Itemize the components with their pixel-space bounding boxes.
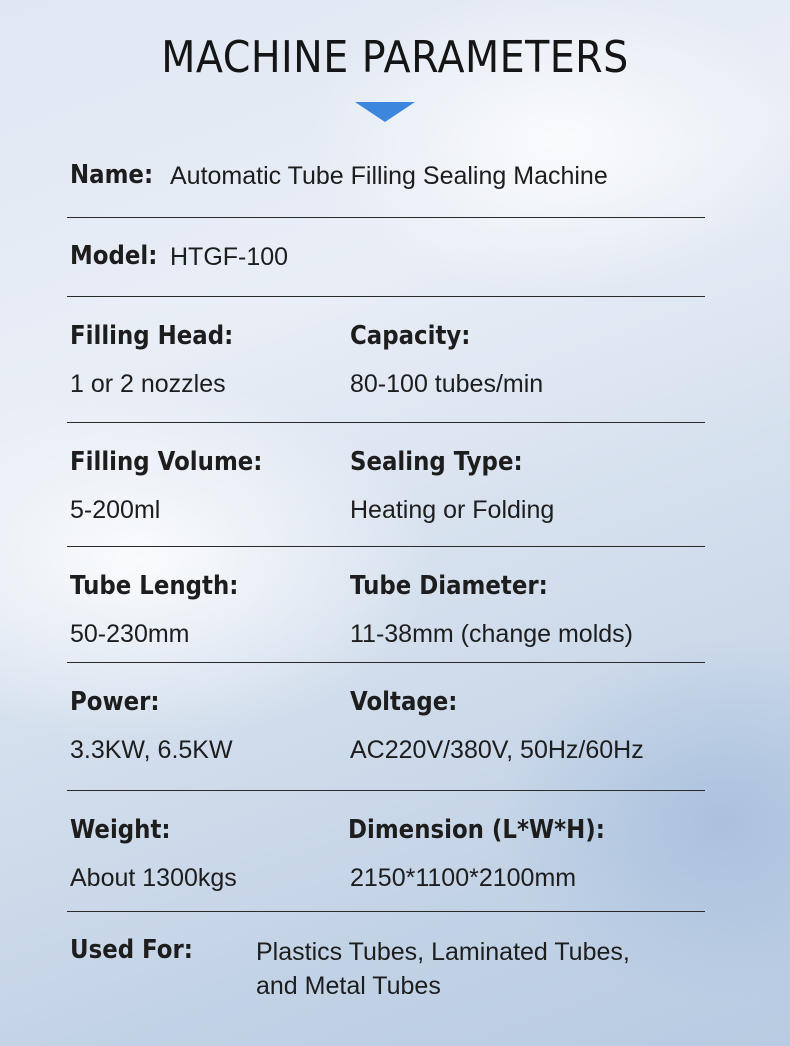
name-value: Automatic Tube Filling Sealing Machine <box>170 162 608 190</box>
model-label: Model: <box>70 241 158 271</box>
capacity-label: Capacity: <box>350 321 471 351</box>
page-title: MACHINE PARAMETERS <box>161 32 629 83</box>
voltage-label: Voltage: <box>350 687 458 717</box>
used-for-value-line2: and Metal Tubes <box>256 972 441 1000</box>
dimension-value: 2150*1100*2100mm <box>350 864 577 892</box>
divider <box>67 662 705 663</box>
divider <box>67 217 705 218</box>
tube-diameter-label: Tube Diameter: <box>350 571 548 601</box>
tube-diameter-value: 11-38mm (change molds) <box>350 620 633 648</box>
divider <box>67 911 705 912</box>
down-arrow-icon <box>355 102 415 122</box>
capacity-value: 80-100 tubes/min <box>350 370 544 398</box>
divider <box>67 546 705 547</box>
used-for-value-line1: Plastics Tubes, Laminated Tubes, <box>256 938 630 966</box>
filling-head-value: 1 or 2 nozzles <box>70 370 226 398</box>
filling-volume-label: Filling Volume: <box>70 447 263 477</box>
used-for-label: Used For: <box>70 935 193 965</box>
sealing-type-label: Sealing Type: <box>350 447 523 477</box>
divider <box>67 790 705 791</box>
divider <box>67 296 705 297</box>
divider <box>67 422 705 423</box>
sealing-type-value: Heating or Folding <box>350 496 555 524</box>
power-label: Power: <box>70 687 160 717</box>
tube-length-value: 50-230mm <box>70 620 190 648</box>
filling-head-label: Filling Head: <box>70 321 234 351</box>
weight-label: Weight: <box>70 815 171 845</box>
model-value: HTGF-100 <box>170 243 289 271</box>
voltage-value: AC220V/380V, 50Hz/60Hz <box>350 736 644 764</box>
filling-volume-value: 5-200ml <box>70 496 161 524</box>
weight-value: About 1300kgs <box>70 864 237 892</box>
power-value: 3.3KW, 6.5KW <box>70 736 233 764</box>
name-label: Name: <box>70 160 154 190</box>
dimension-label: Dimension (L*W*H): <box>348 815 605 845</box>
tube-length-label: Tube Length: <box>70 571 239 601</box>
